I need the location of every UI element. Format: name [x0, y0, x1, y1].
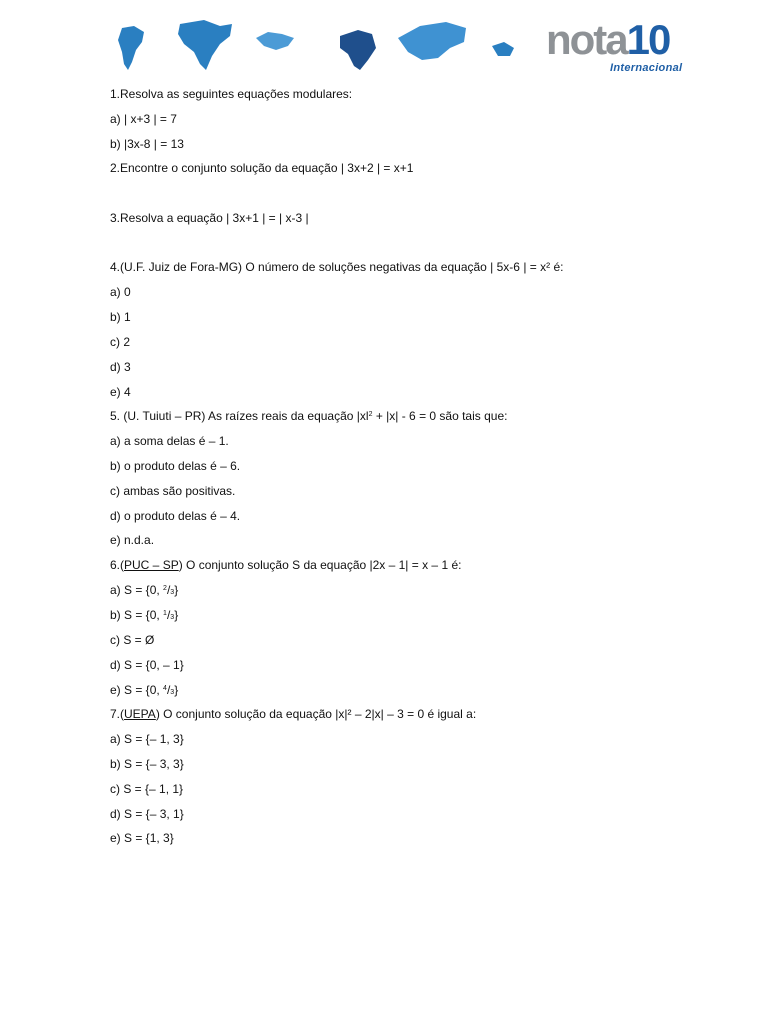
brand-logo [546, 16, 712, 76]
question-6-source: PUC – SP [124, 558, 179, 572]
question-5-title: 5. (U. Tuiuti – PR) As raízes reais da equação $|xl^2 + |x| - 6 = 0$ são tais que: [110, 409, 508, 423]
question-6-option-c: c) S = Ø [110, 633, 155, 647]
question-6-option-b: b) S = {0, $^1$/3} [110, 608, 179, 622]
question-7-option: b) S = {– 3, 3} [110, 757, 184, 771]
question-6-option-a: a) S = {0, $^2$/3} [110, 583, 179, 597]
logo-number: 10 [626, 16, 670, 63]
question-7-source: UEPA [124, 707, 156, 721]
question-4-option: a) 0 [110, 285, 131, 299]
question-5-option: e) n.d.a. [110, 533, 155, 547]
question-5-option: d) o produto delas é – 4. [110, 509, 241, 523]
page-header [0, 0, 768, 90]
question-4-option: d) 3 [110, 360, 131, 374]
logo-subtitle: Internacional [610, 62, 683, 74]
exponent: 2 [368, 411, 373, 418]
question-4-option: b) 1 [110, 310, 131, 324]
europe-icon [256, 32, 294, 50]
question-7-option: a) S = {– 1, 3} [110, 732, 184, 746]
question-6-title: 6.(PUC – SP) O conjunto solução S da equação |2x – 1| = x – 1 é: [110, 558, 462, 572]
question-6-option-d: d) S = {0, – 1} [110, 658, 184, 672]
question-7-option: c) S = {– 1, 1} [110, 782, 184, 796]
question-5-option: b) o produto delas é – 6. [110, 459, 241, 473]
question-4-option: e) 4 [110, 385, 131, 399]
africa-icon [340, 30, 376, 70]
question-7-option: d) S = {– 3, 1} [110, 807, 184, 821]
question-5-option: a) a soma delas é – 1. [110, 434, 229, 448]
logo-word: nota [546, 16, 627, 63]
question-7-option: e) S = {1, 3} [110, 831, 174, 845]
question-3-title: 3.Resolva a equação | 3x+1 | = | x-3 | [110, 211, 309, 225]
question-1-item-a: a) | x+3 | = 7 [110, 112, 177, 126]
south-america-icon [118, 26, 144, 70]
question-5-option: c) ambas são positivas. [110, 484, 236, 498]
north-america-icon [178, 20, 232, 70]
question-2-title: 2.Encontre o conjunto solução da equação | 3x+2 | = x+1 [110, 161, 414, 175]
question-4-title: 4.(U.F. Juiz de Fora-MG) O número de soluções negativas da equação | 5x-6 | = x² é: [110, 260, 564, 274]
question-1-title: 1.Resolva as seguintes equações modulares: [110, 87, 353, 101]
question-4-option: c) 2 [110, 335, 131, 349]
oceania-icon [492, 42, 514, 56]
world-continents-banner [108, 14, 528, 80]
question-1-item-b: b) |3x-8 | = 13 [110, 137, 184, 151]
question-7-title: 7.(UEPA) O conjunto solução da equação |x|² – 2|x| – 3 = 0 é igual a: [110, 707, 477, 721]
asia-icon [398, 22, 466, 60]
question-6-option-e: e) S = {0, $^4$/3} [110, 683, 179, 697]
